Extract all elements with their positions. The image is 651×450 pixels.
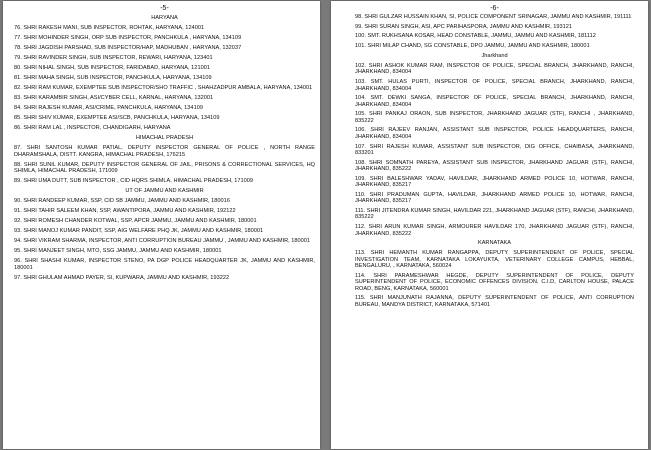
- list-entry: 108. SHRI SOMNATH PAREYA, ASSISTANT SUB INSPECTOR, JHARKHAND JAGUAR (STF), RANCHI, JHARKHAND, 835222: [355, 159, 634, 173]
- list-entry: 98. SHRI GULZAR HUSSAIN KHAN, SI, POLICE COMPONENT SRINAGAR, JAMMU AND KASHMIR, 191111: [355, 14, 632, 20]
- list-entry: 107. SHRI RAJESH KUMAR, ASSISTANT SUB INSPECTOR, DIG OFFICE, CHAIBASA, JHARKHAND, 833201: [355, 143, 634, 156]
- section-title-jharkhand: Jharkhand: [481, 52, 508, 59]
- list-entry: 85. SHRI SHIV KUMAR, EXEMPTEE ASI/SCB, PANCHKULA, HARYANA, 134109: [14, 115, 220, 122]
- list-entry: 96. SHRI SHASHI KUMAR, INSPECTOR STENO, PA DGP POLICE HEADQUARTER JK, JAMMU AND KASHMIR, 180001: [14, 258, 315, 271]
- list-entry: 97. SHRI GHULAM AHMAD PAYER, SI, KUPWARA, JAMMU AND KASHMIR, 193222: [14, 274, 230, 281]
- list-entry: 102. SHRI ASHOK KUMAR RAM, INSPECTOR OF POLICE, SPECIAL BRANCH, JHARKHAND, RANCHI, JHARKHAND, 834004: [355, 63, 634, 76]
- list-entry: 86. SHRI RAM LAL , INSPECTOR, CHANDIGARH, HARYANA: [14, 125, 171, 132]
- list-entry: 76. SHRI RAKESH MANI, SUB INSPECTOR, ROHTAK, HARYANA, 124001: [14, 25, 205, 32]
- list-entry: 103. SMT. HULAS PURTI, INSPECTOR OF POLICE, SPECIAL BRANCH, JHARKHAND, RANCHI, JHARKHAND, 834004: [355, 79, 634, 92]
- list-entry: 94. SHRI VIKRAM SHARMA, INSPECTOR, ANTI CORRUPTION BUREAU JAMMU , JAMMU AND KASHMIR, 180001: [14, 238, 311, 245]
- list-entry: 84. SHRI RAJESH KUMAR, ASI/CRIME, PANCHKULA, HARYANA, 134109: [14, 105, 203, 112]
- page-left: [3, 1, 320, 449]
- list-entry: 115. SHRI MANJUNATH RAJANNA, DEPUTY SUPERINTENDENT OF POLICE, ANTI CORRUPTION BUREAU, MANDYA DISTRICT, KARNATAKA, 571401: [355, 295, 634, 308]
- list-entry: 93. SHRI MANOJ KUMAR PANDIT, SSP, AIG WELFARE PHQ JK, JAMMU AND KASHMIR, 180001: [14, 228, 264, 235]
- list-entry: 92. SHRI ROMESH CHANDER KOTWAL, SSP, APCR JAMMU, JAMMU AND KASHMIR, 180001: [14, 218, 257, 225]
- list-entry: 80. SHRI NIHAL SINGH, SUB INSPECTOR, FARIDABAD, HARYANA, 121001: [14, 65, 210, 72]
- list-entry: 89. SHRI UMA DUTT, SUB INSPECTOR , CID HQRS SHIMLA, HIMACHAL PRADESH, 171009: [14, 178, 254, 185]
- list-entry: 114. SHRI PARAMESHWAR HEGDE, DEPUTY SUPERINTENDENT OF POLICE, DEPUTY SUPERINTENDENT OF POLICE, ECONOMIC OFFENCES DIVISION, C.I.D, CARLTON HOUSE, PALACE ROAD, BENG, KARNATAKA, 560001: [355, 272, 634, 292]
- list-entry: 100. SMT. RUKHSANA KOSAR, HEAD CONSTABLE, JAMMU, JAMMU AND KASHMIR, 181112: [355, 33, 596, 40]
- list-entry: 82. SHRI RAM KUMAR, EXEMPTEE SUB INSPECTOR/SHO TRAFFIC , SHAHZADPUR AMBALA, HARYANA, 134001: [14, 85, 313, 92]
- list-entry: 112. SHRI ARUN KUMAR SINGH, ARMOURER HAVILDAR 170, JHARKHAND JAGUAR (STF), RANCHI, JHARKHAND, 835222: [355, 224, 634, 237]
- list-entry: 111. SHRI JITENDRA KUMAR SINGH, HAVILDAR 221, JHARKHAND JAGUAR (STF), RANCHI, JHARKHAND, 835222: [355, 208, 634, 221]
- list-entry: 90. SHRI RANDEEP KUMAR, SSP, CID SB JAMMU, JAMMU AND KASHMIR, 180016: [14, 198, 230, 205]
- list-entry: 109. SHRI BALESHWAR YADAV, HAVILDAR, JHARKHAND ARMED POLICE 10, HOTWAR, RANCHI, JHARKHAND, 835217: [355, 175, 634, 189]
- list-entry: 88. SHRI SUNIL KUMAR, DEPUTY INSPECTOR GENERAL OF JAIL, PRISONS & CORRECTIONAL SERVICES, HQ SHIMLA, HIMACHAL PRADESH, 171009: [14, 161, 315, 175]
- section-title-himachal-pradesh: HIMACHAL PRADESH: [135, 135, 194, 142]
- list-entry: 87. SHRI SANTOSH KUMAR PATIAL, DEPUTY INSPECTOR GENERAL OF POLICE , NORTH RANGE DHARAMSHALA, DISTT. KANGRA, HIMACHAL PRADESH, 176215: [14, 145, 315, 158]
- list-entry: 110. SHRI PRADUMAN GUPTA, HAVILDAR, JHARKHAND ARMED POLICE 10, HOTWAR, RANCHI, JHARKHAND, 835217: [355, 191, 634, 205]
- page-right: [331, 1, 648, 449]
- list-entry: 113. SHRI HEMANTH KUMAR RANGAPPA, DEPUTY SUPERINTENDENT OF POLICE, SPECIAL INVESTIGATION TEAM, KARNATAKA LOKAYUKTA, VETERINARY COLLEGE CAMPUS, HEBBAL, BENGALURU, , KARNATAKA, 560024: [355, 250, 634, 270]
- list-entry: 79. SHRI RAVINDER SINGH, SUB INSPECTOR, REWARI, HARYANA, 123401: [14, 55, 213, 62]
- section-title-haryana: HARYANA: [151, 15, 178, 21]
- list-entry: 99. SHRI SURAN SINGH, ASI, APC PARIHASPORA, JAMMU AND KASHMIR, 193121: [355, 23, 573, 30]
- list-entry: 105. SHRI PANKAJ ORAON, SUB INSPECTOR, JHARKHAND JAGUAR (STF), RANCHI , JHARKHAND, 835222: [355, 111, 634, 124]
- list-entry: 104. SMT. DEWKI SANGA, INSPECTOR OF POLICE, SPECIAL BRANCH, JHARKHAND, RANCHI, JHARKHAND, 834004: [355, 95, 634, 108]
- list-entry: 78. SHRI JAGDISH PARSHAD, SUB INSPECTOR/HAP, MADHUBAN , HARYANA, 132037: [14, 45, 242, 52]
- page-number: -6-: [490, 5, 499, 12]
- section-title-jammu-kashmir: UT OF JAMMU AND KASHMIR: [125, 188, 204, 195]
- list-entry: 83. SHRI KARAMBIR SINGH, ASI/CYBER CELL, KARNAL, HARYANA, 132001: [14, 95, 214, 102]
- list-entry: 81. SHRI MAHA SINGH, SUB INSPECTOR, PANCHKULA, HARYANA, 134109: [14, 75, 212, 82]
- page-number: -5-: [160, 5, 169, 12]
- list-entry: 106. SHRI RAJEEV RANJAN, ASSISTANT SUB INSPECTOR, POLICE HEADQUARTERS, RANCHI, JHARKHAND, 834004: [355, 127, 634, 140]
- list-entry: 77. SHRI MOHINDER SINGH, ORP SUB INSPECTOR, PANCHKULA , HARYANA, 134109: [14, 35, 242, 42]
- list-entry: 91. SHRI TAHIR SALEEM KHAN, SSP, AWANTIPORA, JAMMU AND KASHMIR, 192122: [14, 208, 236, 215]
- section-title-karnataka: KARNATAKA: [477, 240, 512, 247]
- list-entry: 95. SHRI MANJEET SINGH, MTO, SSG JAMMU, JAMMU AND KASHMIR, 180001: [14, 248, 222, 255]
- list-entry: 101. SHRI MILAP CHAND, SG CONSTABLE, DPO JAMMU, JAMMU AND KASHMIR, 180001: [355, 43, 590, 50]
